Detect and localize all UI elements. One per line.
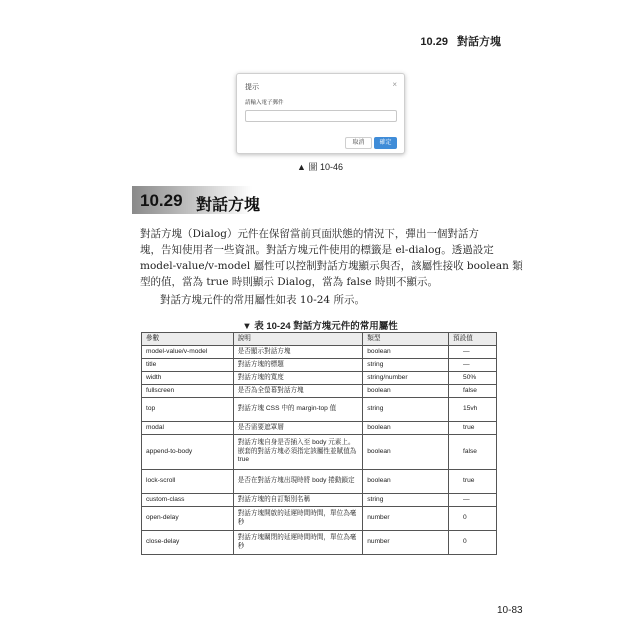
table-row <box>142 398 497 422</box>
table-body <box>142 346 497 555</box>
table-row <box>142 435 497 470</box>
table-cell: boolean <box>363 385 449 398</box>
table-cell: 對話方塊自身是否插入至 body 元素上。嵌套的對話方塊必須指定該屬性並賦值為 true <box>233 435 363 470</box>
table-cell: boolean <box>363 422 449 435</box>
table-cell: — <box>449 346 497 359</box>
table-cell: true <box>449 470 497 494</box>
header-cell: 參數 <box>142 333 234 346</box>
table-header-row <box>142 333 497 346</box>
dialog-message: 請輸入電子郵件 <box>245 100 284 106</box>
table-cell: number <box>363 531 449 555</box>
table-cell: number <box>363 507 449 531</box>
dialog-title: 提示 <box>245 84 259 91</box>
table-row <box>142 507 497 531</box>
table-cell: 50% <box>449 372 497 385</box>
table-row <box>142 385 497 398</box>
header-cell: 預設值 <box>449 333 497 346</box>
table-cell: 0 <box>449 531 497 555</box>
cancel-button[interactable]: 取消 <box>345 137 372 149</box>
table-row <box>142 422 497 435</box>
table-row <box>142 531 497 555</box>
table-cell: 對話方塊的標題 <box>233 359 363 372</box>
table-row <box>142 494 497 507</box>
table-cell: open-delay <box>142 507 234 531</box>
body-paragraph-line: 型的值，當為 true 時則顯示 Dialog，當為 false 時則不顯示。 <box>140 276 438 288</box>
table-cell: true <box>449 422 497 435</box>
table-cell: false <box>449 385 497 398</box>
email-input[interactable] <box>245 110 397 122</box>
table-cell: 對話方塊的自訂類別名稱 <box>233 494 363 507</box>
table-cell: string <box>363 359 449 372</box>
table-row <box>142 346 497 359</box>
table-cell: — <box>449 359 497 372</box>
table-cell: width <box>142 372 234 385</box>
figure-caption: ▲ 圖 10-46 <box>297 162 343 172</box>
table-cell: 0 <box>449 507 497 531</box>
body-paragraph-line: 塊，告知使用者一些資訊。對話方塊元件使用的標籤是 el-dialog。透過設定 <box>140 244 494 256</box>
running-head-title: 對話方塊 <box>457 36 501 48</box>
table-cell: false <box>449 435 497 470</box>
table-caption: ▼ 表 10-24 對話方塊元件的常用屬性 <box>242 321 398 332</box>
running-head <box>420 33 501 49</box>
table-cell: custom-class <box>142 494 234 507</box>
close-icon[interactable]: × <box>392 80 397 89</box>
table-cell: boolean <box>363 470 449 494</box>
table-cell: 對話方塊開啟的延遲時間時間，單位為毫秒 <box>233 507 363 531</box>
table-cell: 是否需要遮罩層 <box>233 422 363 435</box>
table-cell: string <box>363 494 449 507</box>
section-title: 對話方塊 <box>196 197 261 214</box>
table-cell: 是否在對話方塊出現時將 body 捲動鎖定 <box>233 470 363 494</box>
body-paragraph-line: model-value/v-model 屬性可以控制對話方塊顯示與否，該屬性接收 boolean 類 <box>140 260 523 272</box>
table-cell: 對話方塊關閉的延遲時間時間，單位為毫秒 <box>233 531 363 555</box>
table-cell: 是否為全螢幕對話方塊 <box>233 385 363 398</box>
confirm-button[interactable]: 確定 <box>374 137 397 149</box>
table-cell: string <box>363 398 449 422</box>
page-number: 10-83 <box>497 605 523 616</box>
properties-table <box>141 332 497 555</box>
table-cell: 15vh <box>449 398 497 422</box>
table-row <box>142 470 497 494</box>
table-cell: modal <box>142 422 234 435</box>
body-paragraph-line: 對話方塊元件的常用屬性如表 10-24 所示。 <box>160 294 365 306</box>
table-cell: 是否顯示對話方塊 <box>233 346 363 359</box>
body-paragraph-line: 對話方塊（Dialog）元件在保留當前頁面狀態的情況下，彈出一個對話方 <box>140 228 479 240</box>
section-number: 10.29 <box>140 191 183 210</box>
table-cell: boolean <box>363 435 449 470</box>
running-head-number: 10.29 <box>420 36 448 48</box>
table-cell: model-value/v-model <box>142 346 234 359</box>
table-cell: — <box>449 494 497 507</box>
table-cell: string/number <box>363 372 449 385</box>
header-cell: 類型 <box>363 333 449 346</box>
table-cell: boolean <box>363 346 449 359</box>
table-cell: title <box>142 359 234 372</box>
table-cell: close-delay <box>142 531 234 555</box>
table-cell: 對話方塊 CSS 中的 margin-top 值 <box>233 398 363 422</box>
table-row <box>142 359 497 372</box>
table-cell: top <box>142 398 234 422</box>
table-cell: 對話方塊的寬度 <box>233 372 363 385</box>
table-cell: fullscreen <box>142 385 234 398</box>
header-cell: 說明 <box>233 333 363 346</box>
table-row <box>142 372 497 385</box>
table-cell: append-to-body <box>142 435 234 470</box>
table-cell: lock-scroll <box>142 470 234 494</box>
